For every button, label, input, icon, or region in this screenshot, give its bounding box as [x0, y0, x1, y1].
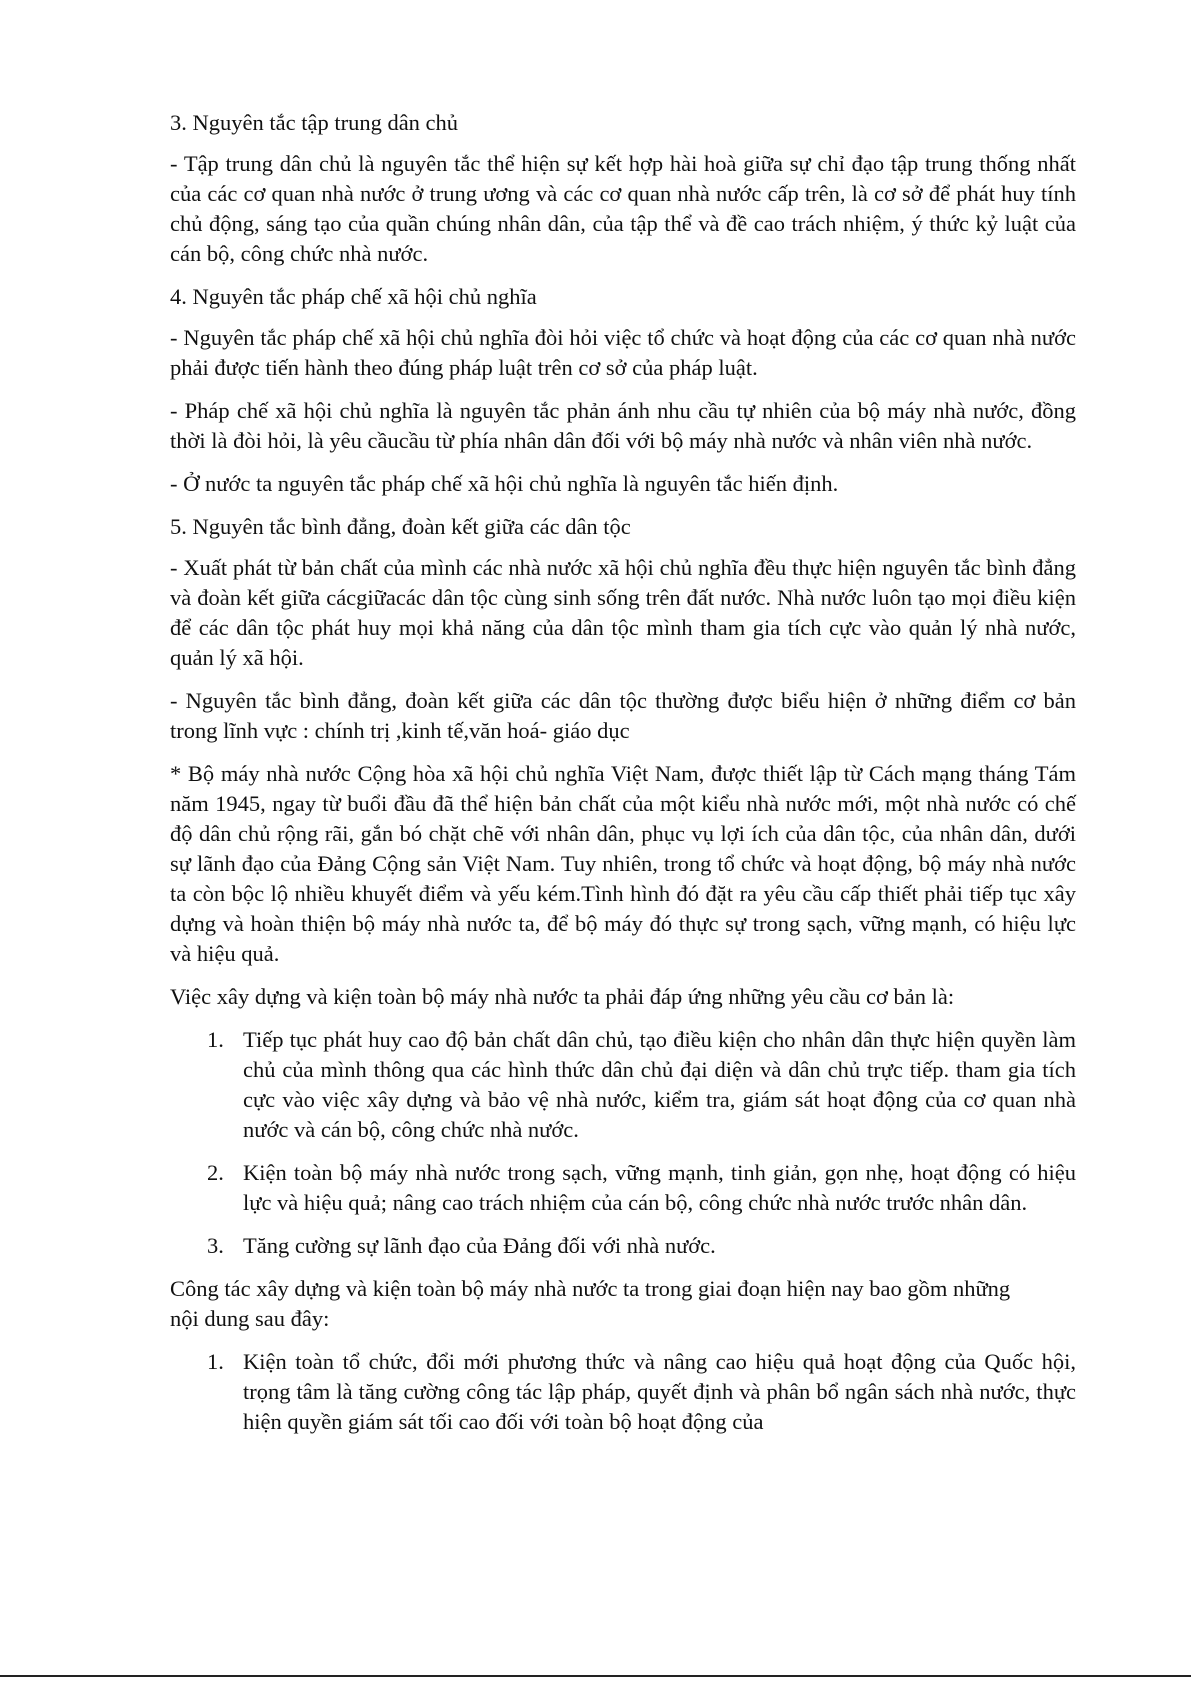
paragraph: - Ở nước ta nguyên tắc pháp chế xã hội chủ nghĩa là nguyên tắc hiến định. — [170, 471, 839, 496]
list-item-number: 1. — [207, 1027, 224, 1052]
list-item — [170, 1231, 1076, 1261]
tasks-intro: Công tác xây dựng và kiện toàn bộ máy nhà nước ta trong giai đoạn hiện nay bao gồm những nội dung sau đây: — [170, 1276, 1011, 1331]
list-item-text: Tiếp tục phát huy cao độ bản chất dân chủ, tạo điều kiện cho nhân dân thực hiện quyền làm chủ của mình thông qua các hình thức dân chủ đại diện và dân chủ trực tiếp. tham gia tích cực vào việc xây dựng và bảo vệ nhà nước, kiểm tra, giám sát hoạt động của cơ quan nhà nước và cán bộ, công chức nhà nước. — [243, 1027, 1076, 1142]
list-item-number: 2. — [207, 1160, 224, 1185]
section-heading-4: 4. Nguyên tắc pháp chế xã hội chủ nghĩa — [170, 284, 537, 309]
paragraph: - Tập trung dân chủ là nguyên tắc thể hiện sự kết hợp hài hoà giữa sự chỉ đạo tập trung thống nhất của các cơ quan nhà nước ở trung ương và các cơ quan nhà nước cấp trên, là cơ sở để phát huy tính chủ động, sáng tạo của quần chúng nhân dân, của tập thể và đề cao trách nhiệm, ý thức kỷ luật của cán bộ, công chức nhà nước. — [170, 151, 1076, 266]
section-heading-3: 3. Nguyên tắc tập trung dân chủ — [170, 110, 459, 135]
section-heading-5: 5. Nguyên tắc bình đẳng, đoàn kết giữa các dân tộc — [170, 514, 631, 539]
requirements-intro: Việc xây dựng và kiện toàn bộ máy nhà nước ta phải đáp ứng những yêu cầu cơ bản là: — [170, 984, 955, 1009]
list-item-number: 3. — [207, 1233, 224, 1258]
requirements-list — [170, 1025, 1076, 1261]
paragraph: - Nguyên tắc bình đẳng, đoàn kết giữa các dân tộc thường được biểu hiện ở những điểm cơ bản trong lĩnh vực : chính trị ,kinh tế,văn hoá- giáo dục — [170, 688, 1076, 743]
paragraph: - Nguyên tắc pháp chế xã hội chủ nghĩa đòi hỏi việc tổ chức và hoạt động của các cơ quan nhà nước phải được tiến hành theo đúng pháp luật trên cơ sở của pháp luật. — [170, 325, 1076, 380]
list-item-text: Kiện toàn bộ máy nhà nước trong sạch, vững mạnh, tinh giản, gọn nhẹ, hoạt động có hiệu lực và hiệu quả; nâng cao trách nhiệm của cán bộ, công chức nhà nước trước nhân dân. — [243, 1160, 1076, 1215]
bottom-divider — [0, 1675, 1191, 1677]
star-paragraph: * Bộ máy nhà nước Cộng hòa xã hội chủ nghĩa Việt Nam, được thiết lập từ Cách mạng tháng Tám năm 1945, ngay từ buổi đầu đã thể hiện bản chất của một kiểu nhà nước mới, một nhà nước có chế độ dân chủ rộng rãi, gắn bó chặt chẽ với nhân dân, phục vụ lợi ích của dân tộc, của nhân dân, dưới sự lãnh đạo của Đảng Cộng sản Việt Nam. Tuy nhiên, trong tổ chức và hoạt động, bộ máy nhà nước ta còn bộc lộ nhiều khuyết điểm và yếu kém.Tình hình đó đặt ra yêu cầu cấp thiết phải tiếp tục xây dựng và hoàn thiện bộ máy nhà nước ta, để bộ máy đó thực sự trong sạch, vững mạnh, có hiệu lực và hiệu quả. — [170, 761, 1076, 966]
list-item-number: 1. — [207, 1349, 224, 1374]
paragraph: - Xuất phát từ bản chất của mình các nhà nước xã hội chủ nghĩa đều thực hiện nguyên tắc bình đẳng và đoàn kết giữa cácgiữacác dân tộc cùng sinh sống trên đất nước. Nhà nước luôn tạo mọi điều kiện để các dân tộc phát huy mọi khả năng của dân tộc mình tham gia tích cực vào quản lý nhà nước, quản lý xã hội. — [170, 555, 1076, 670]
list-item-text: Tăng cường sự lãnh đạo của Đảng đối với nhà nước. — [243, 1233, 716, 1258]
document-page — [170, 108, 1076, 1450]
paragraph: - Pháp chế xã hội chủ nghĩa là nguyên tắc phản ánh nhu cầu tự nhiên của bộ máy nhà nước, đồng thời là đòi hỏi, là yêu cầucầu từ phía nhân dân đối với bộ máy nhà nước và nhân viên nhà nước. — [170, 398, 1076, 453]
list-item-text: Kiện toàn tổ chức, đổi mới phương thức và nâng cao hiệu quả hoạt động của Quốc hội, trọng tâm là tăng cường công tác lập pháp, quyết định và phân bổ ngân sách nhà nước, thực hiện quyền giám sát tối cao đối với toàn bộ hoạt động của — [243, 1349, 1076, 1434]
tasks-list — [170, 1347, 1076, 1437]
list-item — [170, 1025, 1076, 1145]
list-item — [170, 1347, 1076, 1437]
list-item — [170, 1158, 1076, 1218]
